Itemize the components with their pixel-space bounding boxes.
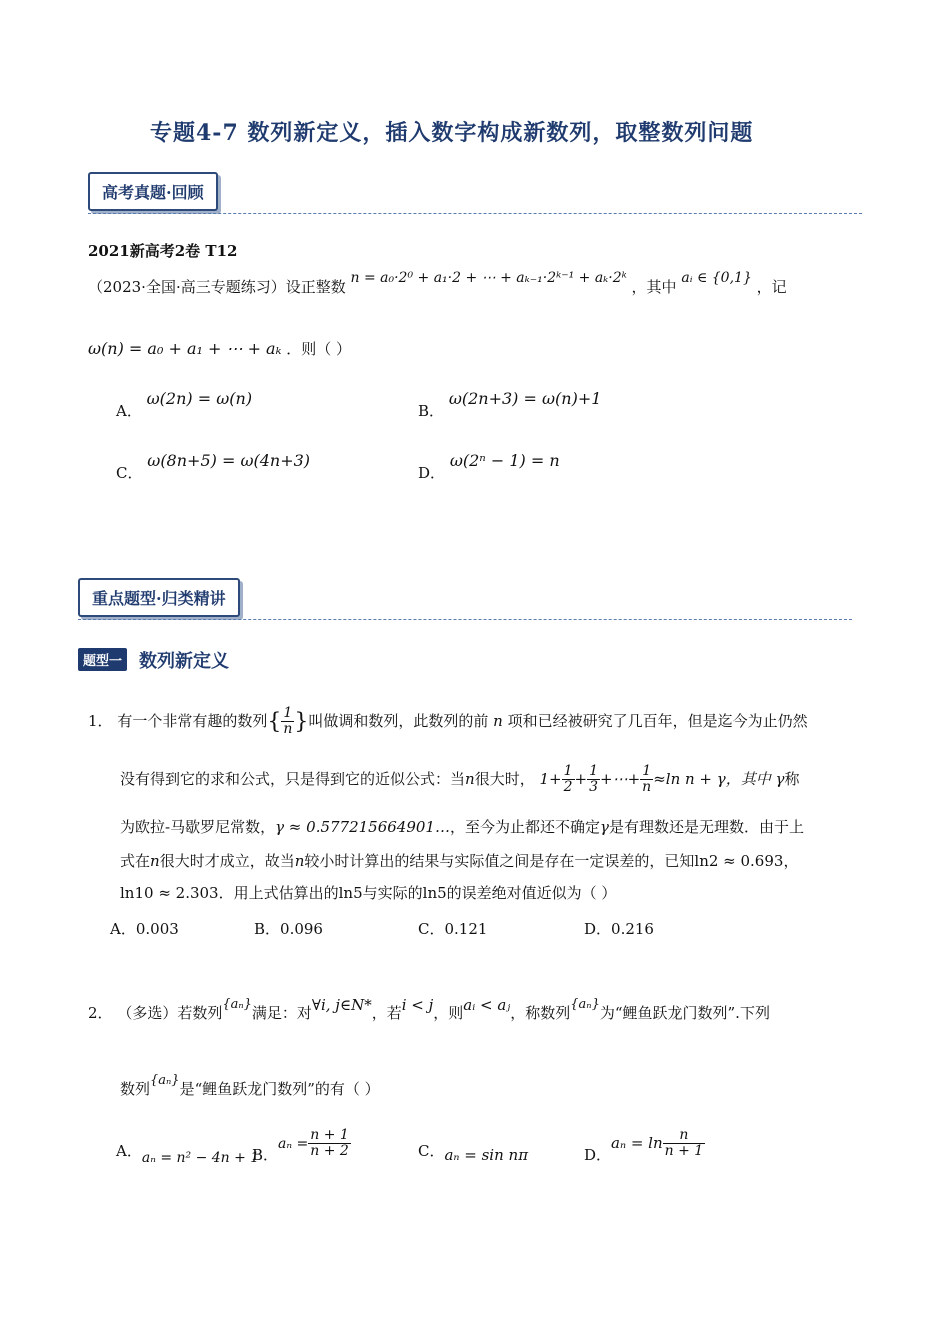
option-expr: aₙ = bbox=[278, 1135, 309, 1152]
q2-ai-lt-aj: aᵢ < aⱼ bbox=[463, 996, 511, 1014]
divider-line bbox=[78, 619, 852, 620]
q1-text: 较小时计算出的结果与实际值之间是存在一定误差的，已知 bbox=[304, 852, 695, 870]
option-label: C． bbox=[418, 1142, 445, 1160]
q1-text: ，至今为止都还不确定 bbox=[449, 818, 600, 836]
q0-source: 2021新高考2卷 T12 bbox=[88, 242, 238, 260]
option-value: 0.096 bbox=[280, 920, 323, 938]
review-tag: 高考真题·回顾 bbox=[88, 172, 218, 211]
q0-expr-omega: ω(n) = a₀ + a₁ + ⋯ + aₖ bbox=[88, 339, 282, 358]
q1-text: 为欧拉-马歇罗尼常数， bbox=[120, 818, 276, 836]
question-number: 1． bbox=[88, 711, 113, 730]
brace-glyph: } bbox=[294, 709, 309, 735]
q0-stem-text: ，其中 bbox=[631, 278, 677, 296]
q1-line1 bbox=[88, 706, 808, 738]
question-number: 2． bbox=[88, 1004, 113, 1022]
option-label: D． bbox=[418, 464, 446, 482]
q1-ln5: ln5 bbox=[422, 884, 447, 902]
q2-option-a[interactable] bbox=[116, 1140, 260, 1166]
q1-line5 bbox=[120, 882, 616, 903]
q2-text: 是“鲤鱼跃龙门数列”的有（ ） bbox=[179, 1080, 380, 1098]
q2-text: ，则 bbox=[433, 1004, 464, 1022]
q2-line2 bbox=[120, 1073, 380, 1099]
q1-text: 项和已经被研究了几百年，但是迄今为止仍然 bbox=[507, 711, 808, 730]
q2-forall: ∀i, j∈N* bbox=[311, 996, 372, 1014]
q1-text: 式在 bbox=[120, 852, 151, 870]
option-value: 0.003 bbox=[135, 920, 179, 938]
q1-gamma-value: γ ≈ 0.577215664901… bbox=[275, 818, 450, 836]
q1-text: 有一个非常有趣的数列 bbox=[117, 711, 268, 730]
q1-option-a[interactable] bbox=[110, 918, 179, 939]
q2-line1 bbox=[88, 996, 770, 1023]
q2-option-b[interactable] bbox=[252, 1127, 351, 1164]
q2-option-d[interactable] bbox=[584, 1127, 705, 1164]
q1-option-d[interactable] bbox=[584, 918, 654, 939]
q1-var-n: n bbox=[493, 711, 503, 730]
q1-option-b[interactable] bbox=[254, 918, 323, 939]
option-value: 0.216 bbox=[611, 920, 654, 938]
q2-seq-an: {aₙ} bbox=[150, 1073, 180, 1088]
q0-option-c[interactable] bbox=[116, 451, 311, 483]
q2-seq-an: {aₙ} bbox=[570, 997, 600, 1012]
q1-text: 称 bbox=[784, 769, 800, 788]
q2-text: ，称数列 bbox=[510, 1004, 571, 1022]
q0-stem-text: （2023·全国·高三专题练习）设正整数 bbox=[88, 278, 346, 296]
option-expr: ω(2n) = ω(n) bbox=[146, 389, 253, 408]
q1-var-n: n bbox=[150, 852, 160, 870]
option-expr: aₙ = ln bbox=[611, 1133, 663, 1152]
section-badge: 题型一 bbox=[78, 648, 127, 671]
option-expr: aₙ = n² − 4n + 1 bbox=[141, 1150, 260, 1166]
q1-line2 bbox=[120, 764, 800, 796]
q1-line4 bbox=[120, 850, 798, 871]
brace-glyph: { bbox=[267, 709, 282, 735]
q1-var-n: n bbox=[294, 852, 305, 870]
q1-text: 与实际的 bbox=[362, 884, 423, 902]
q2-option-c[interactable] bbox=[418, 1140, 529, 1164]
q0-option-b[interactable] bbox=[418, 389, 602, 421]
q2-text: ，若 bbox=[371, 1004, 402, 1022]
q1-text: ≈ln n + γ，其中 bbox=[653, 769, 771, 788]
q1-text: ， bbox=[783, 852, 799, 870]
q1-text: 叫做调和数列，此数列的前 bbox=[308, 711, 489, 730]
section-heading bbox=[78, 647, 229, 673]
q0-stem-line1 bbox=[88, 270, 787, 297]
q0-option-a[interactable] bbox=[116, 389, 253, 421]
q1-text: ．用上式估算出的 bbox=[218, 884, 339, 902]
divider-line bbox=[88, 213, 862, 214]
option-value: 0.121 bbox=[444, 920, 488, 938]
section-title: 数列新定义 bbox=[139, 651, 230, 672]
q0-option-d[interactable] bbox=[418, 451, 560, 483]
q0-stem-text: ．则（ ） bbox=[286, 340, 351, 358]
option-label: D． bbox=[584, 1145, 612, 1164]
q2-text: （多选）若数列 bbox=[117, 1004, 223, 1022]
q1-text: 没有得到它的求和公式，只是得到它的近似公式：当 bbox=[120, 769, 466, 788]
q0-stem-text: ，记 bbox=[756, 278, 787, 296]
option-label: A． bbox=[116, 1142, 142, 1160]
option-label: C． bbox=[418, 920, 445, 938]
q1-gamma: γ bbox=[600, 818, 609, 836]
fraction-n1-n2: $\frac{n + 1}{n + 2}$ bbox=[310, 1127, 349, 1160]
option-label: B． bbox=[254, 920, 281, 938]
q1-text: 是有理数还是无理数．由于上 bbox=[608, 818, 804, 836]
harmonic-sum: 1+ $\frac{1}{2}$ + $\frac{1}{3}$ +⋯+ $\frac{1}{n}$ bbox=[539, 763, 652, 796]
q1-text: 很大时才成立，故当 bbox=[159, 852, 295, 870]
q1-ln2: ln2 ≈ 0.693 bbox=[694, 852, 784, 870]
fraction-1-over-n: $\frac{1}{n}$ bbox=[283, 705, 293, 738]
fraction-n-n1: $\frac{n}{n + 1}$ bbox=[664, 1127, 704, 1160]
q2-text: 数列 bbox=[120, 1080, 151, 1098]
option-label: A． bbox=[110, 920, 136, 938]
q2-seq-an: {aₙ} bbox=[222, 997, 252, 1012]
q1-ln10: ln10 ≈ 2.303 bbox=[120, 884, 219, 902]
q0-expr-ai: aᵢ ∈ {0,1} bbox=[681, 270, 752, 286]
q0-stem-line2 bbox=[88, 338, 351, 359]
option-label: B． bbox=[418, 402, 445, 420]
option-expr: ω(2n+3) = ω(n)+1 bbox=[448, 389, 602, 408]
focus-tag: 重点题型·归类精讲 bbox=[78, 578, 240, 617]
option-label: D． bbox=[584, 920, 612, 938]
q1-gamma: γ bbox=[775, 769, 785, 788]
q1-text: 的误差绝对值近似为（ ） bbox=[446, 884, 617, 902]
page-title: 专题4-7 数列新定义，插入数字构成新数列，取整数列问题 bbox=[150, 120, 754, 146]
q1-text: 很大时， bbox=[474, 769, 535, 788]
q1-var-n: n bbox=[465, 769, 475, 788]
q2-text: 为“鲤鱼跃龙门数列”.下列 bbox=[599, 1004, 770, 1022]
q1-option-c[interactable] bbox=[418, 918, 487, 939]
option-expr: aₙ = sin nπ bbox=[444, 1146, 529, 1164]
q1-ln5: ln5 bbox=[338, 884, 363, 902]
option-expr: ω(2ⁿ − 1) = n bbox=[449, 451, 560, 470]
q0-expr-n: n = a₀·2⁰ + a₁·2 + ⋯ + aₖ₋₁·2ᵏ⁻¹ + aₖ·2ᵏ bbox=[350, 270, 627, 286]
q2-text: 满足：对 bbox=[251, 1004, 312, 1022]
option-label: B． bbox=[252, 1145, 279, 1164]
option-label: A． bbox=[116, 402, 142, 420]
q2-i-lt-j: i < j bbox=[401, 996, 434, 1014]
q1-line3 bbox=[120, 816, 804, 837]
option-expr: ω(8n+5) = ω(4n+3) bbox=[147, 451, 311, 470]
option-label: C． bbox=[116, 464, 143, 482]
